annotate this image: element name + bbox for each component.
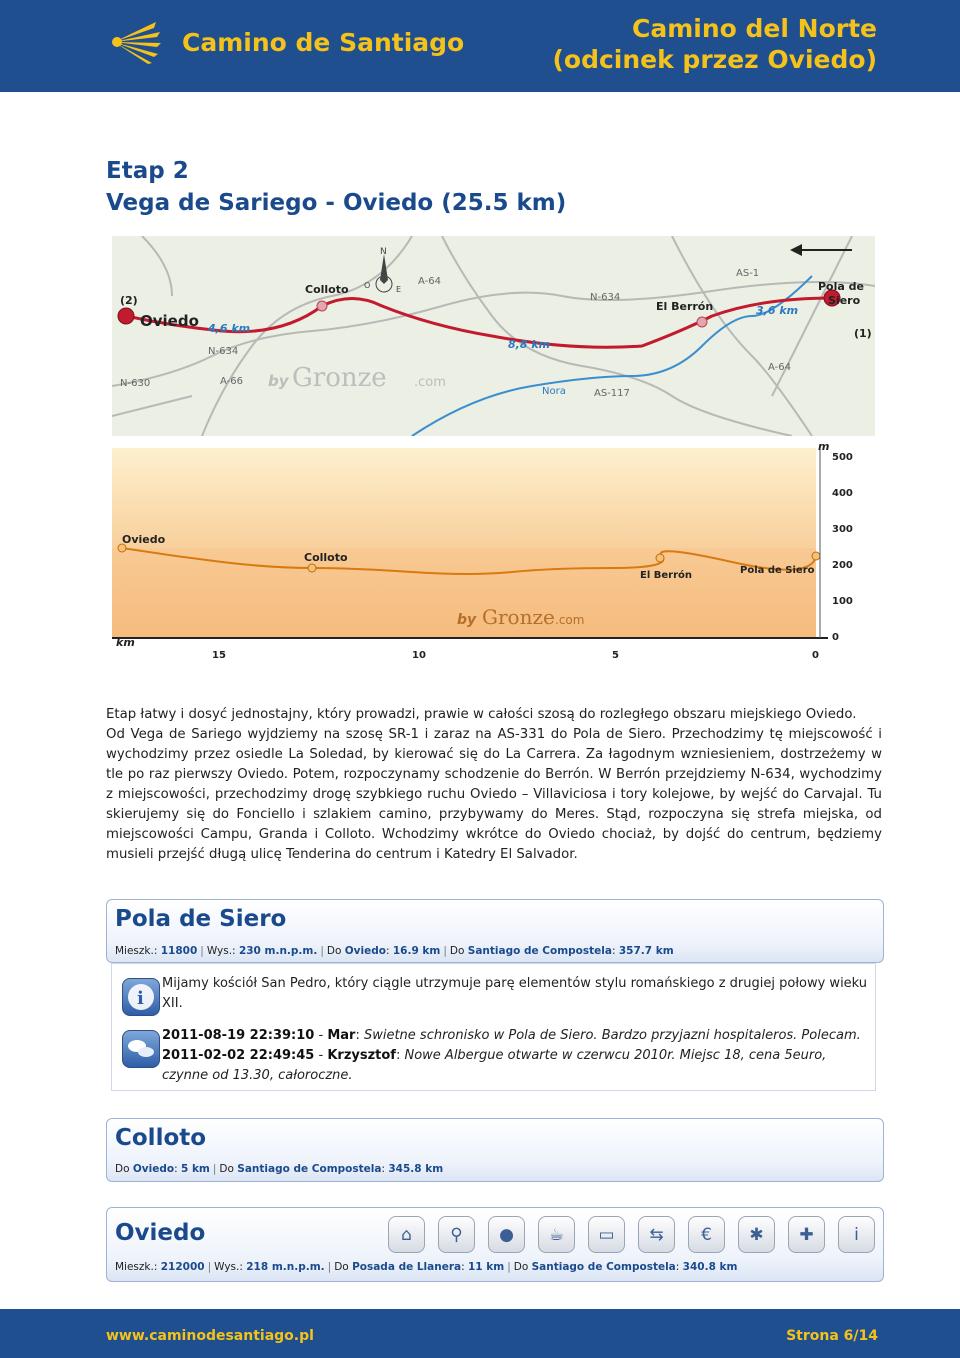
stage-title: [106, 155, 566, 219]
place-meta: Mieszk.: 11800 | Wys.: 230 m.n.p.m. | Do Oviedo: 16.9 km | Do Santiago de Compostela: 357.7 km: [115, 945, 674, 957]
watermark-com: .com: [555, 613, 585, 627]
road-line: [112, 396, 192, 416]
profile-label: Colloto: [304, 551, 348, 564]
map-label: Oviedo: [140, 312, 199, 330]
profile-label: Oviedo: [122, 533, 166, 546]
km-tick: 15: [212, 650, 226, 661]
info-icon: [122, 978, 160, 1016]
map-label: Siero: [828, 294, 861, 307]
altitude-tick: 400: [832, 488, 853, 499]
comment: 2011-02-02 22:49:45 - Krzysztof: Nowe Albergue otwarte w czerwcu 2010r. Miejsc 18, cena 5euro, czynne od 13.30, całoroczne.: [162, 1048, 827, 1083]
el-berron-marker: [697, 317, 707, 327]
colloto-point: [308, 564, 316, 572]
direction-arrow-icon: [790, 244, 802, 256]
medical-icon[interactable]: ✱: [738, 1216, 775, 1253]
scallop-shell-logo: [110, 16, 162, 72]
place-oviedo: [106, 1207, 884, 1282]
watermark-gronze: Gronze: [482, 605, 555, 629]
watermark-by: by: [268, 372, 289, 390]
map-label: El Berrón: [656, 300, 714, 313]
profile-label: Pola de Siero: [740, 565, 815, 576]
cafe-icon[interactable]: ☕: [538, 1216, 575, 1253]
bed-icon[interactable]: ▭: [588, 1216, 625, 1253]
el-berron-point: [656, 554, 664, 562]
profile-label: El Berrón: [640, 570, 692, 581]
place-colloto: [106, 1118, 884, 1182]
map-label: AS-117: [594, 388, 630, 399]
altitude-tick: 0: [832, 632, 839, 643]
map-label: N: [380, 247, 387, 257]
stage-number: Etap 2: [106, 158, 189, 184]
colloto-marker: [317, 301, 327, 311]
description-paragraph: Od Vega de Sariego wyjdziemy na szosę SR-1 i zaraz na AS-331 do Pola de Siero. Przechodzimy tę miejscowość i wychodzimy przez osiedle La Soledad, by kierować się do La Carrera. Za łagodnym wzniesieniem, dostrzeżemy w tle po raz pierwszy Oviedo. Potem, rozpoczynamy schodzenie do Berrón. W Berrón przejdziemy N-634, wychodzimy z miejscowości, przechodzimy drogę szybkiego ruchu Oviedo – Villaviciosa i tory kolejowe, by wejść do Carvajal. Tu skierujemy się do Fonciello i szlakiem camino, przybywamy do Meres. Stąd, rozpoczyna się strefa miejska, od miejscowości Campu, Granda i Colloto. Wchodzimy wkrótce do Oviedo chociaż, by dojść do centrum, będziemy musieli przejść długą ulicę Tenderina do centrum i Katedry El Salvador.: [106, 727, 882, 862]
services-bar: [388, 1216, 875, 1253]
comments-icon: [122, 1030, 160, 1068]
stage-description: [106, 705, 882, 865]
euro-icon[interactable]: €: [688, 1216, 725, 1253]
info-text: Mijamy kościół San Pedro, który ciągle utrzymuje parę elementów stylu romańskiego z drugiej połowy wieku XII.: [162, 976, 868, 1011]
place-name: Pola de Siero: [115, 906, 287, 932]
svg-text:i: i: [137, 988, 144, 1009]
km-tick: 5: [612, 650, 619, 661]
altitude-tick: 300: [832, 524, 853, 535]
km-tick: 0: [812, 650, 819, 661]
route-title: Camino del Norte (odcinek przez Oviedo): [552, 14, 877, 74]
km-tick: 10: [412, 650, 426, 661]
page-number: Strona 6/14: [786, 1328, 878, 1344]
oviedo-marker: [118, 308, 134, 324]
map-label: Nora: [542, 386, 566, 397]
transport-icon[interactable]: ⇆: [638, 1216, 675, 1253]
map-label: 8,8 km: [508, 338, 551, 351]
axis-unit: km: [116, 636, 135, 649]
map-label: AS-1: [736, 268, 760, 279]
road-line: [202, 236, 412, 436]
watermark-com: .com: [414, 375, 446, 390]
map-label: O: [364, 281, 371, 290]
altitude-tick: 500: [832, 452, 853, 463]
route-map: [112, 236, 875, 436]
place-notes: [111, 963, 876, 1091]
watermark-gronze: Gronze: [292, 363, 387, 393]
map-label: A-64: [418, 276, 441, 287]
map-label: A-64: [768, 362, 791, 373]
pharmacy-cross-icon[interactable]: ✚: [788, 1216, 825, 1253]
map-label: (1): [854, 327, 872, 340]
map-label: Colloto: [305, 283, 349, 296]
elevation-profile: [112, 438, 875, 666]
place-pola-de-siero: [106, 899, 884, 963]
site-title: Camino de Santiago: [182, 28, 465, 57]
restaurant-icon[interactable]: ●: [488, 1216, 525, 1253]
map-label: E: [396, 285, 402, 294]
axis-unit: m: [818, 440, 830, 453]
altitude-tick: 200: [832, 560, 853, 571]
road-line: [142, 236, 172, 296]
place-name: Oviedo: [115, 1220, 206, 1246]
info-icon[interactable]: i: [838, 1216, 875, 1253]
map-label: N-634: [208, 346, 239, 357]
water-fountain-icon[interactable]: ⚲: [438, 1216, 475, 1253]
map-label: (2): [120, 294, 138, 307]
map-label: A-66: [220, 376, 243, 387]
albergue-icon[interactable]: ⌂: [388, 1216, 425, 1253]
map-label: N-630: [120, 378, 151, 389]
pola-point: [812, 552, 820, 560]
description-paragraph: Etap łatwy i dosyć jednostajny, który prowadzi, prawie w całości szosą do rozległego obszaru miejskiego Oviedo.: [106, 707, 857, 722]
watermark-by: by: [457, 612, 477, 628]
page-footer: [0, 1309, 960, 1358]
map-label: 3,6 km: [756, 304, 799, 317]
map-label: 4,6 km: [208, 322, 251, 335]
stage-route: Vega de Sariego - Oviedo (25.5 km): [106, 190, 567, 216]
map-label: N-634: [590, 292, 621, 303]
place-name: Colloto: [115, 1125, 207, 1151]
place-meta: Mieszk.: 212000 | Wys.: 218 m.n.p.m. | Do Posada de Llanera: 11 km | Do Santiago de Compostela: 340.8 km: [115, 1261, 738, 1273]
map-label: Pola de: [818, 280, 864, 293]
page-header: [0, 0, 960, 92]
comment: 2011-08-19 22:39:10 - Mar: Swietne schronisko w Pola de Siero. Bardzo przyjazni hospitaleros. Polecam.: [162, 1028, 861, 1043]
footer-url[interactable]: www.caminodesantiago.pl: [106, 1328, 314, 1344]
altitude-tick: 100: [832, 596, 853, 607]
place-meta: Do Oviedo: 5 km | Do Santiago de Compostela: 345.8 km: [115, 1163, 444, 1175]
